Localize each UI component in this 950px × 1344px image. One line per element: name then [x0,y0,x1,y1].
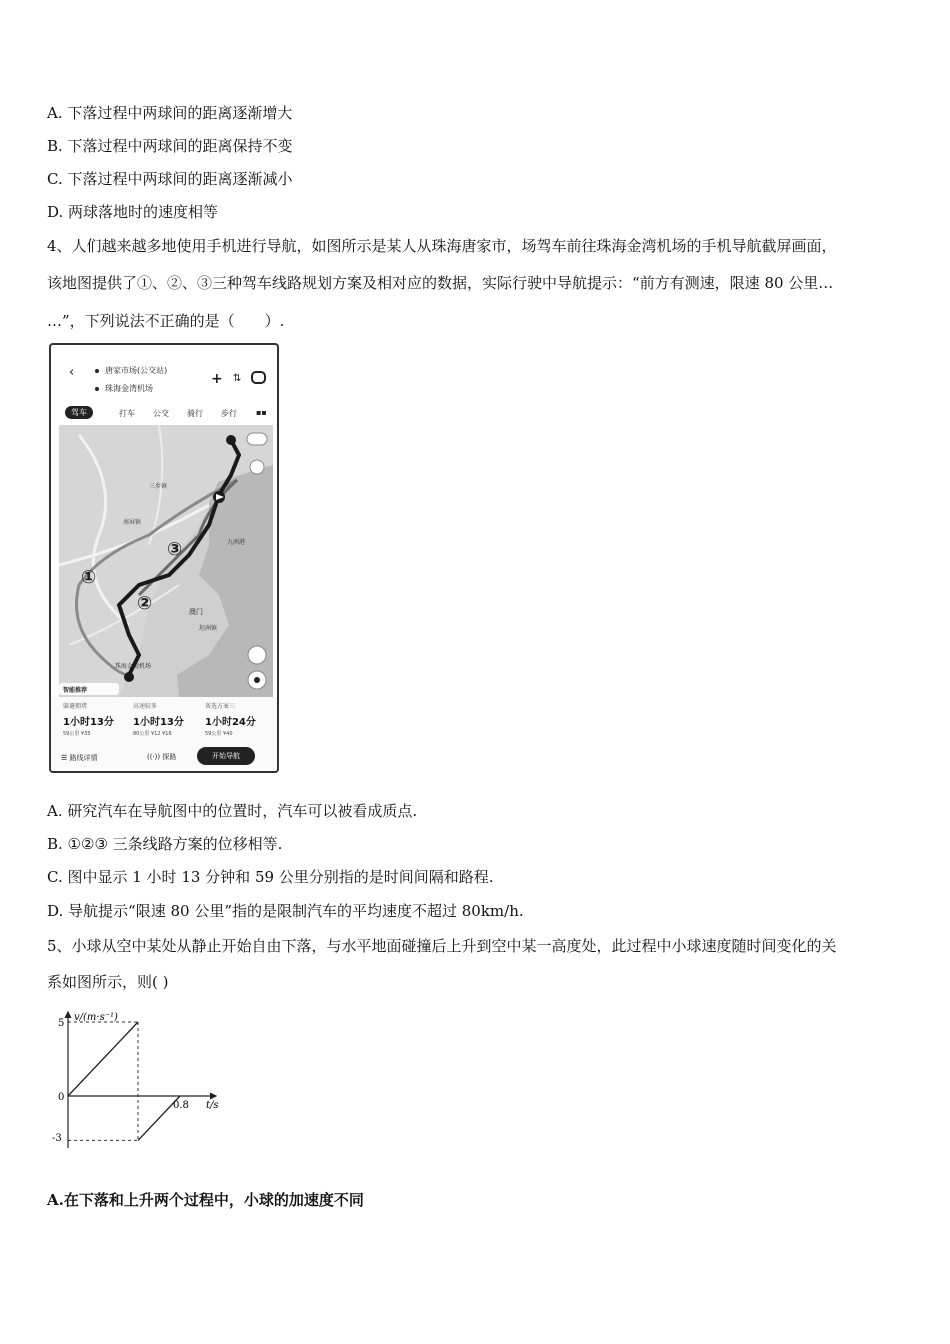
map-label-jiuzhou: 九洲港 [227,539,246,546]
origin-field [95,365,167,376]
plan-3-duration: 1小时24分 [205,717,256,728]
plan-2-tag: 高速较多 [133,703,158,710]
q3-option-c: C. 下落过程中两球间的距离逐渐减小 [47,170,293,188]
map-label-macau: 澳门 [189,608,203,616]
route-detail-link: ☰ 路线详情 [61,754,98,762]
q5-option-a: A.在下落和上升两个过程中，小球的加速度不同 [47,1191,364,1209]
q3-option-b: B. 下落过程中两球间的距离保持不变 [47,137,293,155]
map-label-airport: 珠海金湾机场 [115,663,152,670]
start-navigation-button: 开始导航 [197,747,255,765]
route-marker-2: ② [137,593,153,614]
q3-option-d: D. 两球落地时的速度相等 [47,203,219,221]
x-axis-label: t/s [206,1100,219,1111]
tab-drive: 驾车 [65,406,93,419]
velocity-segment-1 [68,1022,138,1096]
plan-1-tag: 躲避拥堵 [63,703,88,710]
q4-stem-line3: …”，下列说法不正确的是（ ）. [47,312,285,330]
y-tick-neg3: -3 [52,1133,62,1144]
plan-1 [63,701,114,737]
swap-icon: ⇅ [233,373,242,384]
plan-2-duration: 1小时13分 [133,717,184,728]
tab-walk: 步行 [221,409,237,418]
status-bar [51,345,277,357]
q3-option-a: A. 下落过程中两球间的距离逐渐增大 [47,104,293,122]
route-marker-1: ① [81,567,97,588]
tab-bike: 骑行 [187,409,203,418]
q5-stem-line1: 5、小球从空中某处从静止开始自由下落，与水平地面碰撞后上升到空中某一高度处，此过程中小球速度随时间变化的关 [47,937,837,955]
q4-stem-line1: 4、人们越来越多地使用手机进行导航，如图所示是某人从珠海唐家市，场驾车前往珠海金湾机场的手机导航截屏画面， [47,237,837,255]
tab-bus: 公交 [153,409,169,418]
tab-taxi: 打车 [119,409,135,418]
smart-recommend-label: 智能推荐 [63,687,88,694]
q5-stem-line2: 系如图所示，则( ) [47,973,169,991]
map-label-tanzhou: 坦洲镇 [199,625,218,632]
transport-tabs [51,405,277,423]
velocity-time-plot [46,1008,236,1158]
map-label-sanxiang: 三乡镇 [149,483,168,490]
route-plans [51,697,277,771]
plan-3 [205,701,256,737]
navigation-screenshot [49,343,279,773]
y-tick-5: 5 [58,1018,65,1029]
destination-label: 珠海金湾机场 [105,384,153,393]
q4-stem-line2: 该地图提供了①、②、③三种驾车线路规划方案及相对应的数据，实际行驶中导航提示：“前方有测速，限速 80 公里… [47,274,834,292]
plan-3-tag: 备选方案三 [205,703,236,710]
x-tick-0.8: 0.8 [173,1100,189,1111]
q4-option-d: D. 导航提示“限速 80 公里”指的是限制汽车的平均速度不超过 80km/h. [47,902,524,920]
destination-dot-icon [95,387,99,391]
q4-option-c: C. 图中显示 1 小时 13 分钟和 59 公里分别指的是时间间隔和路程. [47,868,494,886]
map-label-nanping: 南屏镇 [123,519,142,526]
probe-button-label: 探路 [162,753,177,761]
origin-label: 唐家市场(公交站) [105,366,168,375]
probe-button: ((·)) 探路 [147,753,177,761]
route-map [59,425,273,697]
destination-field [95,383,153,394]
plan-2-info: 80公里 ¥12 ¥16 [133,731,172,737]
q4-option-b: B. ①②③ 三条线路方案的位移相等. [47,835,283,853]
more-icon: ▪▪ [256,408,267,417]
back-arrow-icon: ‹ [69,365,75,380]
route-input-panel [51,357,277,401]
origin-label: 0 [58,1092,65,1103]
plan-1-duration: 1小时13分 [63,717,114,728]
assistant-icon [251,371,266,384]
route-detail-label: 路线详情 [69,754,98,762]
origin-dot-icon [95,369,99,373]
velocity-time-graph [46,1008,236,1158]
route-marker-3: ③ [167,539,183,560]
y-axis-label: v/(m·s⁻¹) [74,1012,118,1023]
plan-2 [133,701,184,737]
plan-1-info: 59公里 ¥35 [63,731,91,737]
plan-3-info: 59公里 ¥40 [205,731,233,737]
add-stop-icon: + [211,371,223,387]
q4-option-a: A. 研究汽车在导航图中的位置时，汽车可以被看成质点. [47,802,418,820]
